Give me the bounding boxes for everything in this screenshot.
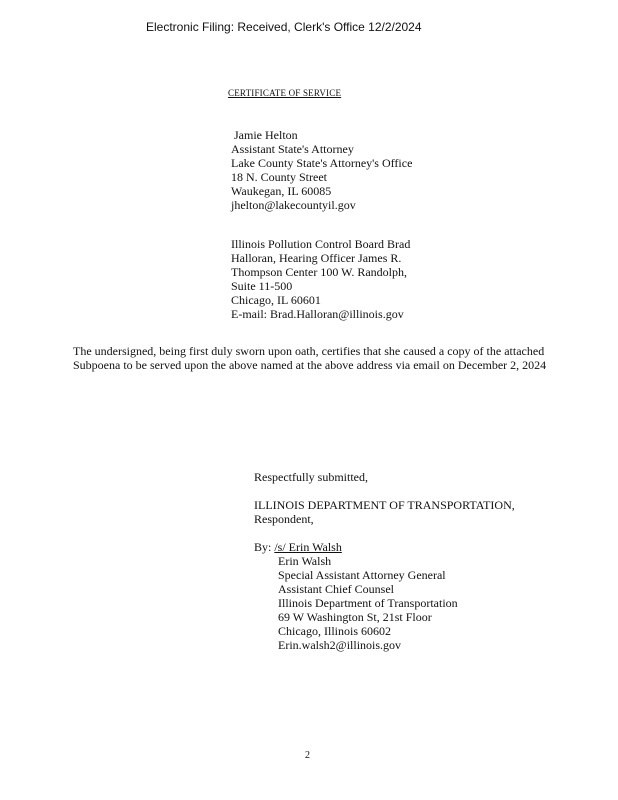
recipient-1-name: Jamie Helton: [234, 128, 298, 142]
party-role: Respondent,: [254, 512, 314, 526]
certification-paragraph: [73, 344, 546, 372]
recipient-1-title: Assistant State's Attorney: [231, 142, 354, 156]
page-number: 2: [305, 750, 310, 761]
certification-line-1: The undersigned, being first duly sworn upon oath, certifies that she caused a copy of the attached: [73, 344, 545, 358]
recipient-2-line-2: Halloran, Hearing Officer James R.: [231, 251, 402, 265]
recipient-1-city: Waukegan, IL 60085: [231, 184, 332, 198]
recipient-1-email: jhelton@lakecountyil.gov: [231, 198, 356, 212]
recipient-block-2: [231, 237, 410, 321]
electronic-signature: /s/ Erin Walsh: [274, 540, 342, 554]
recipient-2-line-3: Thompson Center 100 W. Randolph,: [231, 265, 407, 279]
closing-text: Respectfully submitted,: [254, 470, 368, 484]
signer-position: Assistant Chief Counsel: [278, 582, 394, 596]
recipient-2-line-4: Suite 11-500: [231, 279, 293, 293]
recipient-1-office: Lake County State's Attorney's Office: [231, 156, 413, 170]
recipient-2-line-5: Chicago, IL 60601: [231, 293, 321, 307]
recipient-2-line-1: Illinois Pollution Control Board Brad: [231, 237, 411, 251]
signer-email: Erin.walsh2@illinois.gov: [278, 638, 402, 652]
signer-department: Illinois Department of Transportation: [278, 596, 458, 610]
electronic-filing-stamp: Electronic Filing: Received, Clerk's Office 12/2/2024: [146, 20, 422, 34]
recipient-2-email: E-mail: Brad.Halloran@illinois.gov: [231, 307, 404, 321]
signer-street: 69 W Washington St, 21st Floor: [278, 610, 432, 624]
signer-title: Special Assistant Attorney General: [278, 568, 446, 582]
signer-city: Chicago, Illinois 60602: [278, 624, 391, 638]
certification-line-2: Subpoena to be served upon the above named at the above address via email on December 2, 2024: [73, 358, 547, 372]
recipient-block-1: [231, 128, 412, 212]
signer-name: Erin Walsh: [278, 554, 332, 568]
by-label: By:: [254, 540, 272, 554]
party-name: ILLINOIS DEPARTMENT OF TRANSPORTATION,: [254, 498, 515, 512]
certificate-title: CERTIFICATE OF SERVICE: [228, 88, 342, 98]
signature-line: [254, 540, 515, 554]
recipient-1-street: 18 N. County Street: [231, 170, 327, 184]
signature-block: [254, 470, 515, 652]
